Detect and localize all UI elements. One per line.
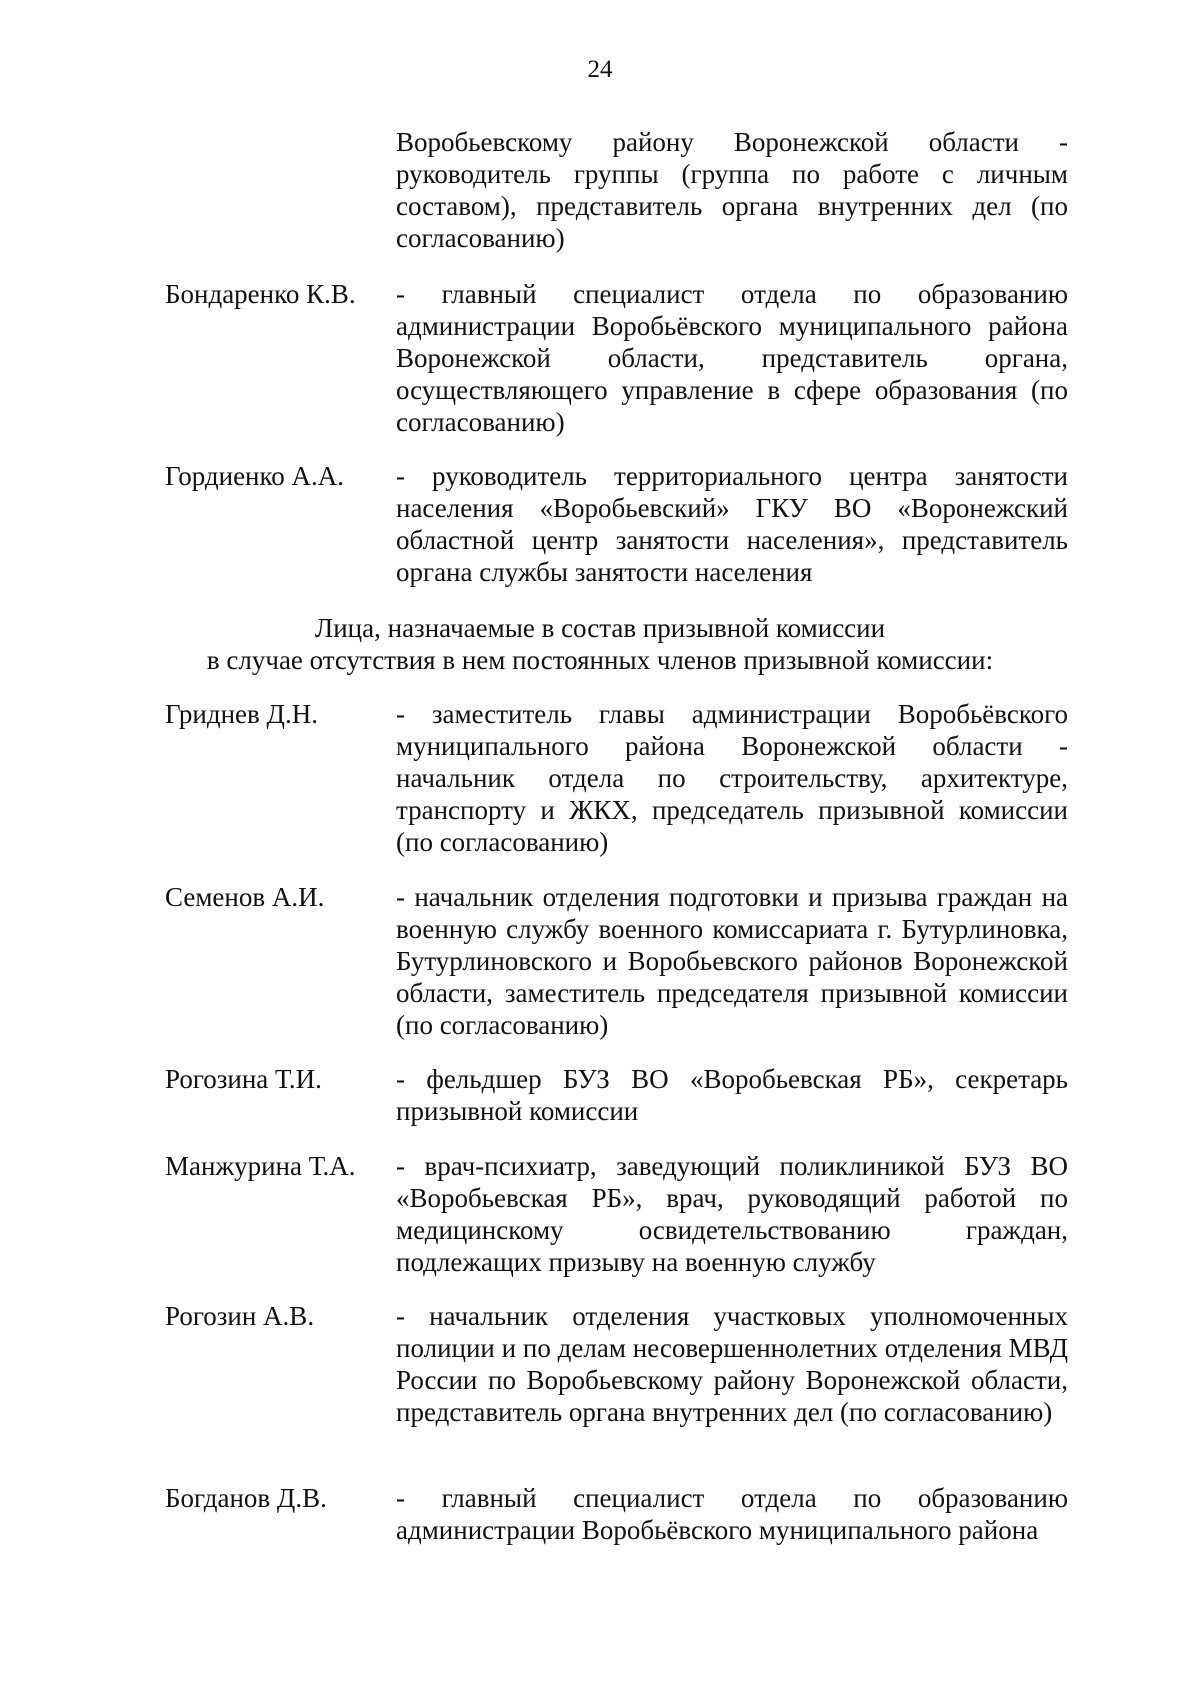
section-heading-line-2: в случае отсутствия в нем постоянных членов призывной комиссии: (206, 645, 994, 675)
member-name: Манжурина Т.А. (165, 1151, 356, 1181)
member-description: - начальник отделения подготовки и призыва граждан на военную службу военного комиссариата г. Бутурлиновка, Бутурлиновского и Воробьевского районов Воронежской области, заместитель председателя призывной комиссии (по согласованию) (396, 882, 1068, 1040)
member-description: - главный специалист отдела по образованию администрации Воробьёвского муниципального района Воронежской области, представитель органа, осуществляющего управление в сфере образования (по согласованию) (396, 279, 1068, 437)
member-name: Рогозина Т.И. (165, 1064, 322, 1094)
member-name: Гриднев Д.Н. (165, 699, 318, 729)
member-description: - главный специалист отдела по образованию администрации Воробьёвского муниципального района (396, 1483, 1068, 1545)
member-description: - врач-психиатр, заведующий поликлиникой БУЗ ВО «Воробьевская РБ», врач, руководящий работой по медицинскому освидетельствованию граждан, подлежащих призыву на военную службу (396, 1151, 1068, 1277)
member-description: - руководитель территориального центра занятости населения «Воробьевский» ГКУ ВО «Воронежский областной центр занятости населения», представитель органа службы занятости населения (396, 461, 1068, 587)
section-heading-line-1: Лица, назначаемые в состав призывной комиссии (314, 613, 886, 643)
member-description: Воробьевскому району Воронежской области - руководитель группы (группа по работе с личным составом), представитель органа внутренних дел (по согласованию) (396, 127, 1068, 253)
member-description: - заместитель главы администрации Воробьёвского муниципального района Воронежской области - начальник отдела по строительству, архитектуре, транспорту и ЖКХ, председатель призывной комиссии (по согласованию) (396, 699, 1068, 857)
section-heading (0, 612, 1200, 676)
member-description: - начальник отделения участковых уполномоченных полиции и по делам несовершеннолетних отделения МВД России по Воробьевскому району Воронежской области, представитель органа внутренних дел (по согласованию) (396, 1301, 1068, 1427)
member-description: - фельдшер БУЗ ВО «Воробьевская РБ», секретарь призывной комиссии (396, 1064, 1068, 1126)
member-name: Семенов А.И. (165, 882, 325, 912)
member-name: Гордиенко А.А. (165, 461, 344, 491)
page-number: 24 (587, 56, 613, 83)
member-name: Богданов Д.В. (165, 1483, 327, 1513)
member-name: Бондаренко К.В. (165, 279, 356, 309)
member-name: Рогозин А.В. (165, 1301, 315, 1331)
